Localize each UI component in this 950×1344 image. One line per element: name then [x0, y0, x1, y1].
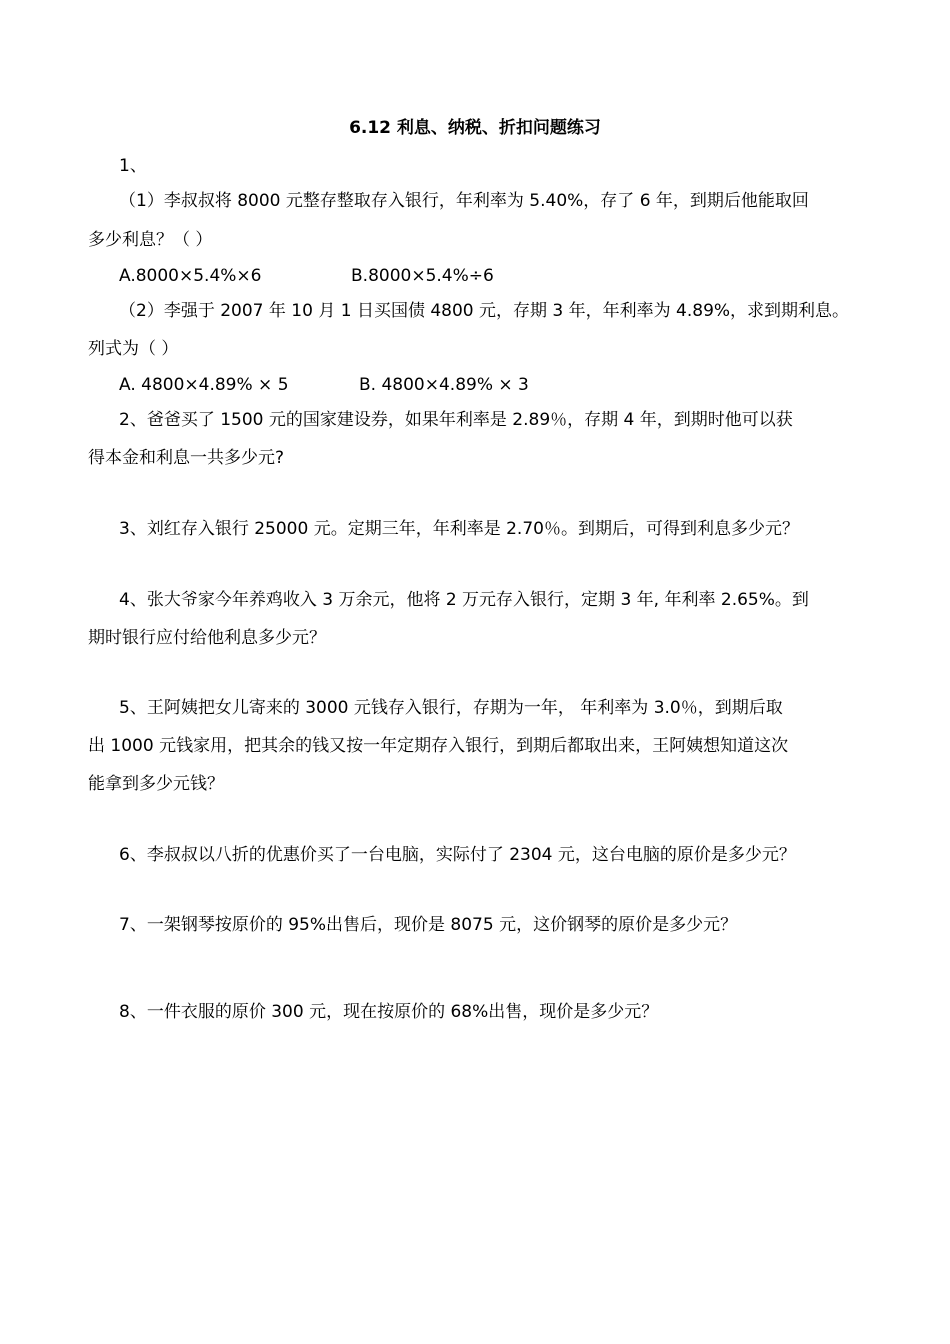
- question-4-text: 4、张大爷家今年养鸡收入 3 万余元，他将 2 万元存入银行，定期 3 年, 年利率 2.65%。到: [119, 590, 809, 610]
- question-1-1-option-a: A.8000×5.4%×6: [119, 266, 262, 286]
- question-1-2-text: （2）李强于 2007 年 10 月 1 日买国债 4800 元，存期 3 年，年利率为 4.89%，求到期利息。: [119, 301, 850, 321]
- question-7-text: 7、一架钢琴按原价的 95%出售后，现价是 8075 元，这价钢琴的原价是多少元？: [119, 915, 738, 935]
- page-title: 6.12 利息、纳税、折扣问题练习: [349, 118, 601, 138]
- question-1-2-text-cont: 列式为（ ）: [88, 339, 179, 359]
- question-1-1-option-b: B.8000×5.4%÷6: [351, 266, 494, 286]
- question-8-text: 8、一件衣服的原价 300 元，现在按原价的 68%出售，现价是多少元？: [119, 1002, 659, 1022]
- question-1-2-option-b: B. 4800×4.89% × 3: [359, 375, 529, 395]
- question-5-text-cont-2: 能拿到多少元钱？: [88, 774, 224, 794]
- question-1-1-text-cont: 多少利息？（ ）: [88, 230, 213, 250]
- question-5-text-cont: 出 1000 元钱家用，把其余的钱又按一年定期存入银行，到期后都取出来，王阿姨想知道这次: [88, 736, 789, 756]
- question-2-text-cont: 得本金和利息一共多少元?: [88, 448, 285, 468]
- question-2-text: 2、爸爸买了 1500 元的国家建设券，如果年利率是 2.89％，存期 4 年，到期时他可以获: [119, 410, 793, 430]
- question-6-text: 6、李叔叔以八折的优惠价买了一台电脑，实际付了 2304 元，这台电脑的原价是多少元？: [119, 845, 796, 865]
- question-1-label: 1、: [119, 156, 147, 176]
- question-1-2-option-a: A. 4800×4.89% × 5: [119, 375, 289, 395]
- question-4-text-cont: 期时银行应付给他利息多少元？: [88, 628, 326, 648]
- question-1-1-text: （1）李叔叔将 8000 元整存整取存入银行，年利率为 5.40%，存了 6 年，到期后他能取回: [119, 191, 809, 211]
- question-3-text: 3、刘红存入银行 25000 元。定期三年，年利率是 2.70％。到期后，可得到利息多少元？: [119, 519, 799, 539]
- question-5-text: 5、王阿姨把女儿寄来的 3000 元钱存入银行，存期为一年， 年利率为 3.0％，到期后取: [119, 698, 783, 718]
